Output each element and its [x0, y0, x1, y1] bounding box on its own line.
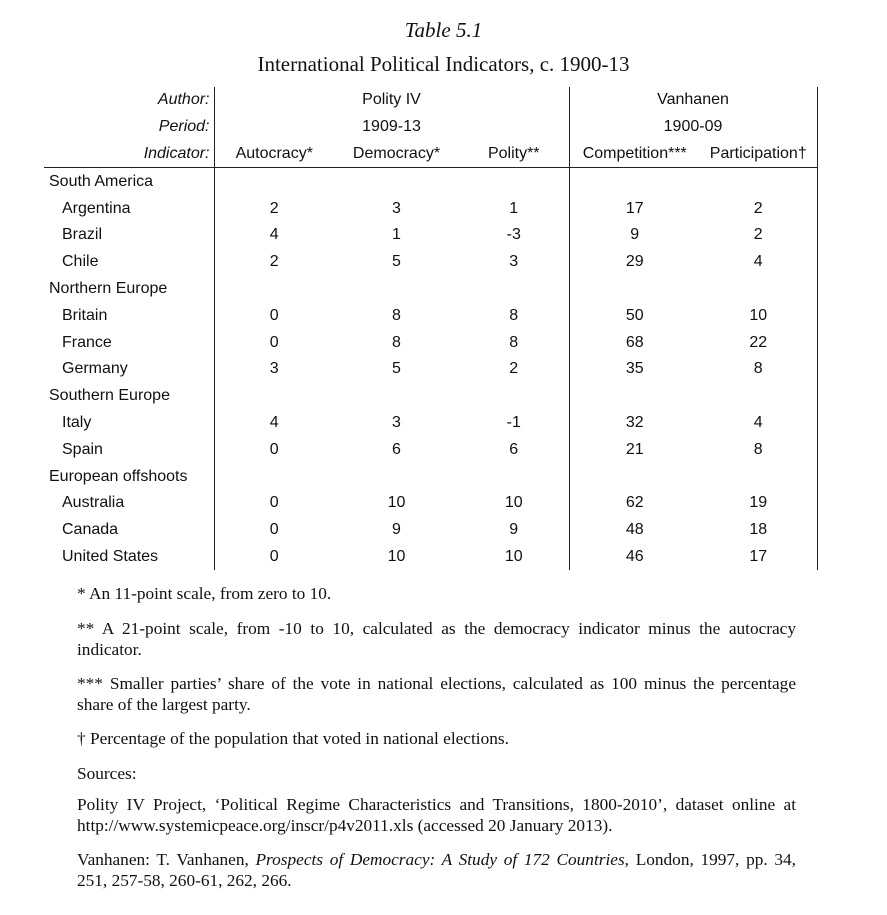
empty-cell: [334, 383, 459, 410]
period-label: Period:: [44, 114, 214, 141]
cell-polity: 6: [509, 440, 519, 458]
cell-participation: 8: [700, 436, 817, 463]
cell-participation: 10: [700, 302, 817, 329]
table-row: [44, 517, 817, 544]
cell-democracy: 3: [392, 199, 401, 217]
empty-cell: [700, 383, 817, 410]
empty-cell: [569, 383, 700, 410]
region-row: [44, 383, 817, 410]
sources-label: Sources:: [77, 764, 137, 783]
table-label: Table 5.1: [404, 18, 483, 42]
table-row: [44, 356, 817, 383]
table-row: [44, 195, 817, 222]
empty-cell: [569, 168, 700, 195]
header-row-period: [44, 114, 817, 141]
empty-cell: [700, 276, 817, 303]
cell-autocracy: 0: [269, 306, 279, 324]
cell-autocracy: 3: [269, 360, 279, 378]
empty-cell: [459, 463, 569, 490]
source-vanhanen-suffix: , London, 1997, pp. 34, 251, 257-58, 260-61, 262, 266.: [77, 850, 796, 890]
country-name: Italy: [44, 410, 214, 437]
vanhanen-author: Vanhanen: [569, 87, 817, 114]
cell-competition: 50: [569, 302, 700, 329]
cell-competition: 21: [569, 436, 700, 463]
source-vanhanen-title: Prospects of Democracy: A Study of 172 Countries: [255, 850, 625, 869]
region-row: [44, 168, 817, 195]
cell-polity: 10: [504, 494, 523, 512]
table-row: [44, 249, 817, 276]
cell-competition: 62: [569, 490, 700, 517]
source-vanhanen: [77, 849, 796, 891]
cell-participation: 2: [700, 222, 817, 249]
region-name: European offshoots: [44, 463, 214, 490]
author-label: Author:: [44, 87, 214, 114]
cell-polity: 1: [509, 199, 519, 217]
cell-polity: -1: [506, 413, 521, 431]
country-name: Chile: [44, 249, 214, 276]
cell-competition: 17: [569, 195, 700, 222]
col-header-competition: Competition***: [569, 141, 700, 168]
cell-autocracy: 2: [269, 199, 279, 217]
col-header-participation: Participation†: [700, 141, 817, 168]
empty-cell: [214, 383, 334, 410]
country-name: Brazil: [44, 222, 214, 249]
polity-author: Polity IV: [362, 91, 421, 109]
cell-democracy: 6: [392, 440, 401, 458]
region-name: South America: [44, 168, 214, 195]
country-name: Canada: [44, 517, 214, 544]
note-2: ** A 21-point scale, from -10 to 10, calculated as the democracy indicator minus the autocracy indicator.: [77, 619, 796, 659]
note-3: *** Smaller parties’ share of the vote in national elections, calculated as 100 minus the percentage share of the largest party.: [77, 674, 796, 714]
cell-democracy: 8: [392, 333, 401, 351]
cell-democracy: 5: [392, 253, 401, 271]
cell-autocracy: 4: [269, 226, 279, 244]
empty-cell: [334, 463, 459, 490]
cell-competition: 48: [569, 517, 700, 544]
cell-democracy: 10: [387, 494, 406, 512]
cell-polity: 9: [509, 521, 519, 539]
cell-participation: 2: [700, 195, 817, 222]
cell-participation: 8: [700, 356, 817, 383]
cell-competition: 68: [569, 329, 700, 356]
cell-polity: 3: [509, 253, 519, 271]
table-row: [44, 436, 817, 463]
cell-polity: 8: [509, 306, 519, 324]
cell-democracy: 10: [387, 547, 406, 565]
country-name: United States: [44, 544, 214, 571]
cell-autocracy: 2: [269, 253, 279, 271]
cell-participation: 19: [700, 490, 817, 517]
note-4: † Percentage of the population that voted in national elections.: [77, 729, 509, 748]
cell-polity: -3: [506, 226, 521, 244]
empty-cell: [214, 168, 334, 195]
region-row: [44, 276, 817, 303]
table-title: International Political Indicators, c. 1900-13: [257, 52, 630, 76]
cell-competition: 29: [569, 249, 700, 276]
cell-participation: 4: [700, 410, 817, 437]
col-header-autocracy: Autocracy*: [214, 141, 334, 168]
empty-cell: [700, 463, 817, 490]
indicator-label: Indicator:: [44, 141, 214, 168]
empty-cell: [569, 463, 700, 490]
cell-autocracy: 0: [269, 547, 279, 565]
indicators-table: [44, 87, 818, 570]
cell-competition: 35: [569, 356, 700, 383]
empty-cell: [214, 463, 334, 490]
table-row: [44, 490, 817, 517]
cell-participation: 18: [700, 517, 817, 544]
cell-participation: 17: [700, 544, 817, 571]
region-name: Southern Europe: [44, 383, 214, 410]
table-row: [44, 410, 817, 437]
empty-cell: [334, 168, 459, 195]
note-1: * An 11-point scale, from zero to 10.: [77, 584, 332, 603]
table-row: [44, 329, 817, 356]
cell-autocracy: 0: [269, 494, 279, 512]
country-name: Australia: [44, 490, 214, 517]
cell-democracy: 1: [392, 226, 401, 244]
region-row: [44, 463, 817, 490]
empty-cell: [214, 276, 334, 303]
cell-democracy: 5: [392, 360, 401, 378]
polity-period: 1909-13: [362, 118, 421, 136]
col-header-polity: Polity**: [459, 141, 569, 168]
source-vanhanen-prefix: Vanhanen: T. Vanhanen,: [77, 850, 256, 869]
region-name: Northern Europe: [44, 276, 214, 303]
cell-autocracy: 0: [269, 521, 279, 539]
cell-participation: 4: [700, 249, 817, 276]
empty-cell: [334, 276, 459, 303]
cell-autocracy: 4: [269, 413, 279, 431]
cell-polity: 8: [509, 333, 519, 351]
country-name: Germany: [44, 356, 214, 383]
cell-polity: 10: [504, 547, 523, 565]
cell-democracy: 3: [392, 413, 401, 431]
cell-competition: 32: [569, 410, 700, 437]
table-row: [44, 544, 817, 571]
source-polity: Polity IV Project, ‘Political Regime Characteristics and Transitions, 1800-2010’, dataset online at http://www.systemicpeace.org/inscr/p4v2011.xls (accessed 20 January 2013).: [77, 795, 796, 835]
vanhanen-period: 1900-09: [569, 114, 817, 141]
cell-democracy: 8: [392, 306, 401, 324]
table-row: [44, 302, 817, 329]
cell-competition: 46: [569, 544, 700, 571]
header-row-author: [44, 87, 817, 114]
table-row: [44, 222, 817, 249]
cell-autocracy: 0: [269, 440, 279, 458]
cell-polity: 2: [509, 360, 519, 378]
col-header-democracy: Democracy*: [334, 141, 459, 168]
country-name: Argentina: [44, 195, 214, 222]
empty-cell: [459, 383, 569, 410]
empty-cell: [569, 276, 700, 303]
cell-competition: 9: [569, 222, 700, 249]
empty-cell: [459, 276, 569, 303]
country-name: Britain: [44, 302, 214, 329]
cell-participation: 22: [700, 329, 817, 356]
cell-autocracy: 0: [269, 333, 279, 351]
header-row-indicator: [44, 141, 817, 168]
country-name: France: [44, 329, 214, 356]
country-name: Spain: [44, 436, 214, 463]
empty-cell: [700, 168, 817, 195]
cell-democracy: 9: [392, 521, 401, 539]
empty-cell: [459, 168, 569, 195]
